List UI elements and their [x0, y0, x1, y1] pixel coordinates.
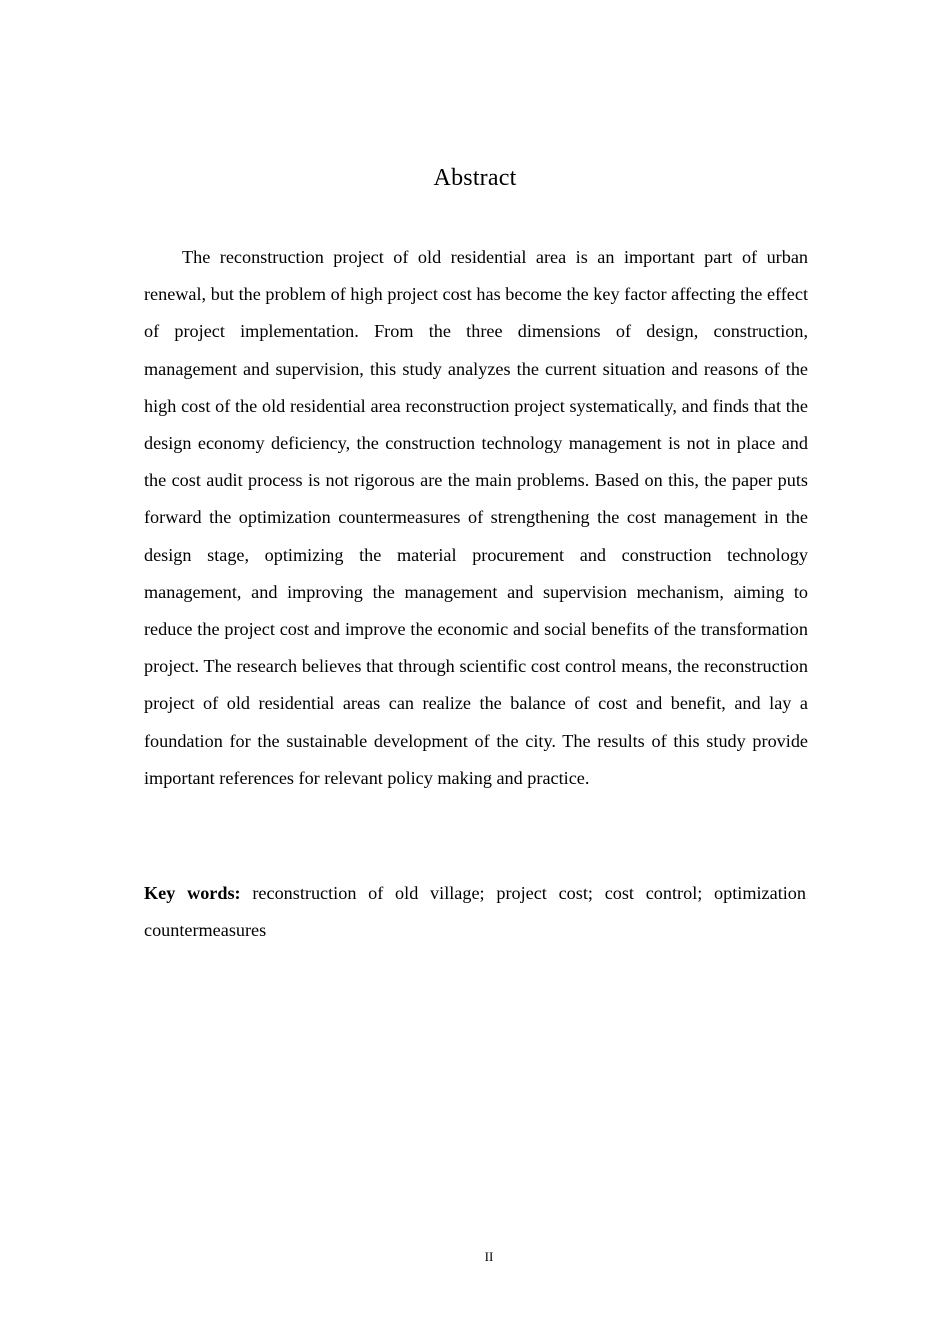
- abstract-title: Abstract: [433, 165, 517, 191]
- page-number: II: [484, 1249, 494, 1264]
- keywords-text: reconstruction of old village; project cost; cost control; optimization countermeasures: [144, 883, 806, 940]
- keywords-label: Key words:: [144, 883, 241, 903]
- keywords-paragraph: [144, 875, 806, 948]
- abstract-body: The reconstruction project of old residential area is an important part of urban renewal, but the problem of high project cost has become the key factor affecting the effect of project implementation. From the three dimensions of design, construction, management and supervision, this study analyzes the current situation and reasons of the high cost of the old residential area reconstruction project systematically, and finds that the design economy deficiency, the construction technology management is not in place and the cost audit process is not rigorous are the main problems. Based on this, the paper puts forward the optimization countermeasures of strengthening the cost management in the design stage, optimizing the material procurement and construction technology management, and improving the management and supervision mechanism, aiming to reduce the project cost and improve the economic and social benefits of the transformation project. The research believes that through scientific cost control means, the reconstruction project of old residential areas can realize the balance of cost and benefit, and lay a foundation for the sustainable development of the city. The results of this study provide important references for relevant policy making and practice.: [144, 247, 808, 788]
